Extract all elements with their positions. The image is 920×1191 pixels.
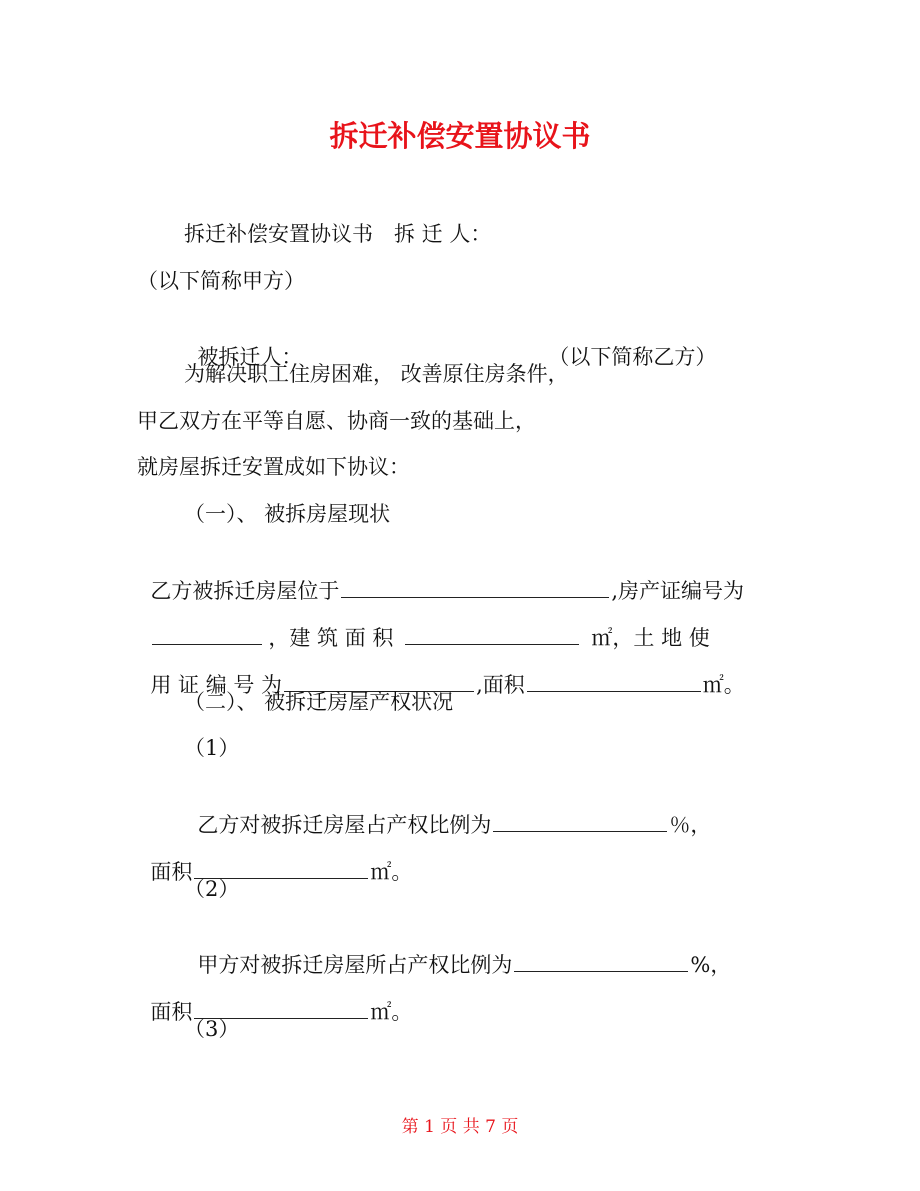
party-a-area-unit: ㎡。 (370, 1000, 413, 1024)
party-a-share-label: 甲方对被拆迁房屋所占产权比例为 (197, 953, 513, 977)
party-a-area-label: 面积 (150, 1000, 193, 1024)
page-footer: 第 1 页 共 7 页 (401, 1117, 519, 1137)
party-b-share-unit: ％， (669, 813, 712, 837)
building-area-label: ，建 筑 面 积 (268, 626, 394, 650)
item-1-number: （1） (184, 736, 240, 760)
party-b-area-label: 面积 (150, 860, 193, 884)
intro-line: 拆迁补偿安置协议书 拆 迁 人： (184, 222, 492, 246)
party-b-share-blank[interactable] (493, 811, 667, 832)
party-a-note: （以下简称甲方） (137, 269, 305, 293)
party-b-area-unit: ㎡。 (370, 860, 413, 884)
party-a-share-blank[interactable] (514, 951, 688, 972)
party-b-share-label: 乙方对被拆迁房屋占产权比例为 (197, 813, 492, 837)
land-cert-label: 用 证 编 号 为 (150, 673, 283, 697)
basis-line: 甲乙双方在平等自愿、协商一致的基础上， (137, 409, 536, 433)
party-a-area-line (137, 967, 412, 1027)
land-area-unit: ㎡。 (702, 673, 745, 697)
section-1-heading: （一）、 被拆房屋现状 (184, 502, 391, 526)
agreement-line: 就房屋拆迁安置成如下协议： (137, 455, 410, 479)
purpose-line: 为解决职工住房困难， 改善原住房条件， (184, 362, 569, 386)
party-b-note: （以下简称乙方） (548, 345, 717, 369)
party-a-share-unit: %， (690, 953, 732, 977)
cert-label: ,房产证编号为 (611, 579, 745, 603)
item-2-number: （2） (184, 877, 240, 901)
party-b-label: 被拆迁人： (197, 345, 303, 369)
land-area-label: ,面积 (476, 673, 525, 697)
location-label: 乙方被拆迁房屋位于 (150, 579, 340, 603)
land-area-blank[interactable] (527, 671, 701, 692)
document-title: 拆迁补偿安置协议书 (329, 119, 591, 153)
section-2-heading: （二）、 被拆迁房屋产权状况 (184, 690, 454, 714)
party-b-area-line (137, 827, 412, 887)
land-use-label: ㎡，土 地 使 (591, 626, 710, 650)
item-3-number: （3） (184, 1017, 240, 1041)
